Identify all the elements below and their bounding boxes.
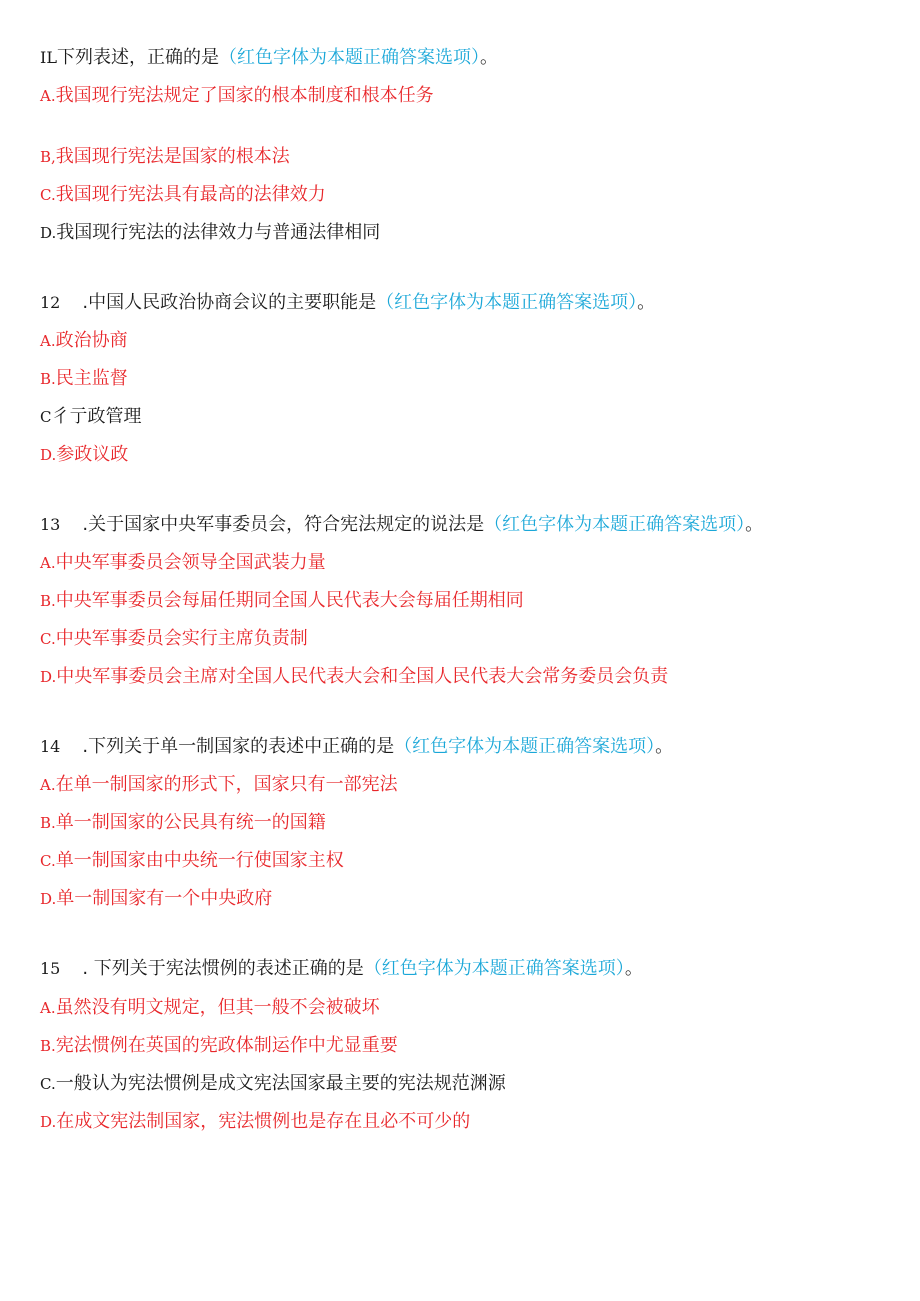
question-15-option-c [40,1072,506,1096]
option-text: 在单一制国家的形式下，国家只有一部宪法 [55,774,398,795]
question-11-option-b [40,145,290,169]
option-label: C. [40,852,56,870]
question-13-option-a [40,551,326,575]
question-end: 。 [479,47,498,68]
answer-note: （红色字体为本题正确答案选项） [394,736,656,757]
answer-note: （红色字体为本题正确答案选项） [484,514,746,535]
option-label: D. [40,668,57,686]
option-label: D. [40,890,57,908]
question-text: .下列关于单一制国家的表述中正确的是 [82,736,395,757]
question-13-option-c [40,627,308,651]
option-label: C. [40,630,56,648]
option-text: 民主监督 [55,368,128,389]
option-label: A. [40,776,56,794]
question-15-option-a [40,996,380,1020]
option-text: 一般认为宪法惯例是成文宪法国家最主要的宪法规范渊源 [55,1073,506,1094]
option-text: 虽然没有明文规定，但其一般不会被破坏 [55,997,380,1018]
option-text: 中央军事委员会实行主席负责制 [55,628,308,649]
question-end: 。 [637,292,656,313]
option-label: D. [40,446,57,464]
option-label: A. [40,554,56,572]
option-text: 彳亍政管理 [51,406,142,427]
question-15-option-d [40,1110,470,1134]
question-14-option-d [40,887,272,911]
option-text: 参政议政 [56,444,129,465]
answer-note: （红色字体为本题正确答案选项） [218,47,480,68]
question-12-option-a [40,329,128,353]
option-label: D. [40,1113,57,1131]
option-label: C [40,408,52,426]
option-text: 单一制国家的公民具有统一的国籍 [55,812,326,833]
question-12-option-d [40,443,128,467]
option-text: 单一制国家由中央统一行使国家主权 [55,850,344,871]
question-number: 13 [40,515,61,534]
option-label: B, [40,148,56,166]
question-number: 15 [40,959,61,978]
question-11-option-d [40,221,380,245]
question-end: 。 [655,736,674,757]
option-label: C. [40,1075,56,1093]
question-14-stem [40,735,673,759]
question-11-option-c [40,183,326,207]
question-text: . 下列关于宪法惯例的表述正确的是 [82,958,364,979]
option-text: 我国现行宪法规定了国家的根本制度和根本任务 [55,85,434,106]
question-14-option-c [40,849,344,873]
question-end: 。 [624,958,643,979]
option-label: C. [40,186,56,204]
option-text: 中央军事委员会主席对全国人民代表大会和全国人民代表大会常务委员会负责 [56,666,669,687]
option-label: B. [40,592,56,610]
question-13-option-d [40,665,668,689]
option-label: B. [40,370,56,388]
option-text: 我国现行宪法是国家的根本法 [55,146,290,167]
question-14-option-a [40,773,398,797]
question-number: 14 [40,737,61,756]
option-label: A. [40,87,56,105]
question-text: 下列表述，正确的是 [56,47,219,68]
question-12-stem [40,291,655,315]
question-11-option-a [40,84,434,108]
question-11-stem [40,46,498,70]
option-label: D. [40,224,57,242]
option-text: 我国现行宪法具有最高的法律效力 [55,184,326,205]
question-15-stem [40,957,643,981]
question-13-stem [40,513,763,537]
option-text: 单一制国家有一个中央政府 [56,888,273,909]
question-12-option-b [40,367,128,391]
question-12-option-c [40,405,141,429]
question-number: 12 [40,293,61,312]
question-text: .中国人民政治协商会议的主要职能是 [82,292,377,313]
question-14-option-b [40,811,326,835]
option-text: 中央军事委员会每届任期同全国人民代表大会每届任期相同 [55,590,524,611]
answer-note: （红色字体为本题正确答案选项） [363,958,625,979]
option-label: B. [40,814,56,832]
option-label: B. [40,1037,56,1055]
option-text: 我国现行宪法的法律效力与普通法律相同 [56,222,381,243]
option-label: A. [40,999,56,1017]
question-end: 。 [745,514,764,535]
question-13-option-b [40,589,524,613]
option-label: A. [40,332,56,350]
question-number: IL [40,48,57,67]
question-15-option-b [40,1034,398,1058]
answer-note: （红色字体为本题正确答案选项） [376,292,638,313]
option-text: 政治协商 [55,330,128,351]
option-text: 中央军事委员会领导全国武装力量 [55,552,326,573]
option-text: 宪法惯例在英国的宪政体制运作中尤显重要 [55,1035,398,1056]
question-text: .关于国家中央军事委员会，符合宪法规定的说法是 [82,514,485,535]
option-text: 在成文宪法制国家，宪法惯例也是存在且必不可少的 [56,1111,471,1132]
